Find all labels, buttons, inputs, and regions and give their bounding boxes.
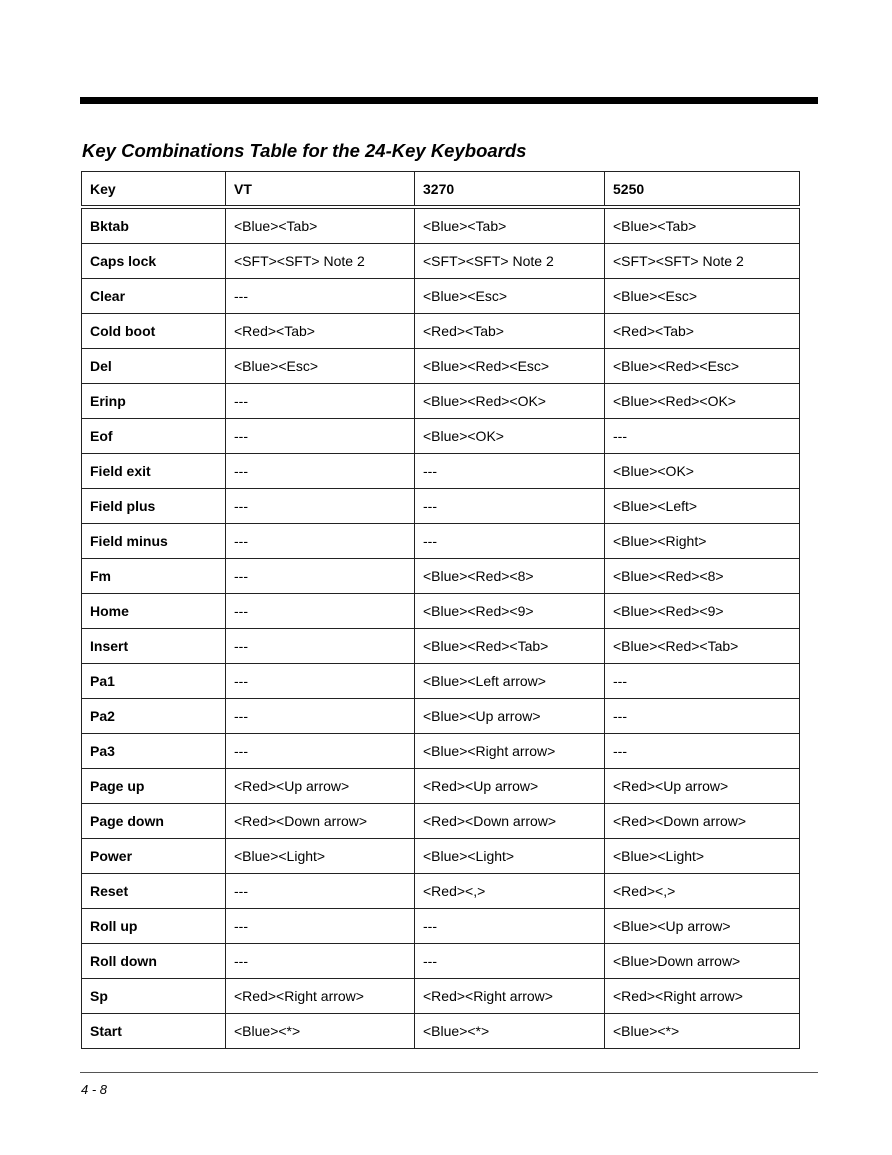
cell-3270: <Blue><Red><9>	[415, 594, 605, 629]
cell-key: Reset	[82, 874, 226, 909]
cell-3270: ---	[415, 944, 605, 979]
cell-5250: <SFT><SFT> Note 2	[605, 244, 800, 279]
cell-vt: ---	[226, 909, 415, 944]
table-row	[82, 909, 800, 944]
table-row	[82, 734, 800, 769]
cell-5250: <Red><Down arrow>	[605, 804, 800, 839]
cell-3270: <Red><Right arrow>	[415, 979, 605, 1014]
cell-vt: ---	[226, 699, 415, 734]
cell-key: Pa2	[82, 699, 226, 734]
cell-5250: ---	[605, 664, 800, 699]
table-row	[82, 244, 800, 279]
cell-vt: ---	[226, 664, 415, 699]
cell-vt: <Red><Tab>	[226, 314, 415, 349]
cell-3270: ---	[415, 909, 605, 944]
cell-vt: ---	[226, 734, 415, 769]
table-row	[82, 419, 800, 454]
cell-5250: <Blue>Down arrow>	[605, 944, 800, 979]
cell-3270: <Red><,>	[415, 874, 605, 909]
cell-key: Sp	[82, 979, 226, 1014]
cell-key: Start	[82, 1014, 226, 1049]
cell-5250: <Blue><Red><OK>	[605, 384, 800, 419]
cell-vt: ---	[226, 874, 415, 909]
table-row	[82, 769, 800, 804]
key-combinations-table	[81, 171, 800, 1049]
cell-3270: <Blue><Red><8>	[415, 559, 605, 594]
cell-3270: <Blue><Esc>	[415, 279, 605, 314]
cell-3270: ---	[415, 489, 605, 524]
cell-3270: ---	[415, 454, 605, 489]
cell-key: Fm	[82, 559, 226, 594]
cell-3270: <Blue><*>	[415, 1014, 605, 1049]
table-row	[82, 454, 800, 489]
cell-vt: <SFT><SFT> Note 2	[226, 244, 415, 279]
cell-3270: <Blue><Left arrow>	[415, 664, 605, 699]
cell-key: Insert	[82, 629, 226, 664]
cell-vt: <Red><Right arrow>	[226, 979, 415, 1014]
page-number: 4 - 8	[81, 1082, 108, 1097]
cell-5250: <Blue><Light>	[605, 839, 800, 874]
cell-vt: <Blue><Esc>	[226, 349, 415, 384]
cell-3270: <Blue><Right arrow>	[415, 734, 605, 769]
cell-5250: ---	[605, 419, 800, 454]
cell-3270: <SFT><SFT> Note 2	[415, 244, 605, 279]
cell-vt: ---	[226, 419, 415, 454]
cell-key: Erinp	[82, 384, 226, 419]
header-3270: 3270	[415, 172, 605, 208]
cell-vt: ---	[226, 454, 415, 489]
cell-vt: ---	[226, 524, 415, 559]
cell-key: Home	[82, 594, 226, 629]
cell-3270: <Red><Tab>	[415, 314, 605, 349]
cell-vt: ---	[226, 489, 415, 524]
header-vt: VT	[226, 172, 415, 208]
cell-5250: <Blue><Red><8>	[605, 559, 800, 594]
cell-5250: <Red><,>	[605, 874, 800, 909]
cell-3270: <Blue><Light>	[415, 839, 605, 874]
cell-vt: <Blue><Light>	[226, 839, 415, 874]
header-key: Key	[82, 172, 226, 208]
page-title: Key Combinations Table for the 24-Key Keyboards	[82, 140, 527, 161]
cell-vt: <Blue><*>	[226, 1014, 415, 1049]
cell-key: Del	[82, 349, 226, 384]
table-row	[82, 349, 800, 384]
cell-5250: <Blue><*>	[605, 1014, 800, 1049]
cell-key: Roll down	[82, 944, 226, 979]
cell-5250: <Blue><Red><9>	[605, 594, 800, 629]
cell-3270: <Blue><OK>	[415, 419, 605, 454]
cell-key: Bktab	[82, 207, 226, 244]
table-row	[82, 524, 800, 559]
cell-3270: ---	[415, 524, 605, 559]
cell-5250: <Red><Up arrow>	[605, 769, 800, 804]
table-row	[82, 384, 800, 419]
cell-3270: <Blue><Red><OK>	[415, 384, 605, 419]
table-header-row	[82, 172, 800, 208]
cell-vt: ---	[226, 594, 415, 629]
cell-5250: ---	[605, 734, 800, 769]
cell-3270: <Red><Down arrow>	[415, 804, 605, 839]
table-row	[82, 1014, 800, 1049]
cell-key: Roll up	[82, 909, 226, 944]
cell-key: Field plus	[82, 489, 226, 524]
cell-3270: <Red><Up arrow>	[415, 769, 605, 804]
cell-key: Field minus	[82, 524, 226, 559]
table-row	[82, 944, 800, 979]
cell-key: Cold boot	[82, 314, 226, 349]
cell-3270: <Blue><Up arrow>	[415, 699, 605, 734]
cell-5250: <Blue><OK>	[605, 454, 800, 489]
table-row	[82, 699, 800, 734]
table-row	[82, 489, 800, 524]
table-row	[82, 664, 800, 699]
top-rule	[80, 97, 818, 104]
table-row	[82, 839, 800, 874]
cell-key: Pa1	[82, 664, 226, 699]
cell-3270: <Blue><Tab>	[415, 207, 605, 244]
header-5250: 5250	[605, 172, 800, 208]
table-row	[82, 207, 800, 244]
cell-vt: ---	[226, 629, 415, 664]
cell-5250: <Blue><Red><Tab>	[605, 629, 800, 664]
cell-key: Caps lock	[82, 244, 226, 279]
cell-key: Eof	[82, 419, 226, 454]
cell-key: Field exit	[82, 454, 226, 489]
cell-5250: <Blue><Esc>	[605, 279, 800, 314]
table-row	[82, 629, 800, 664]
cell-5250: ---	[605, 699, 800, 734]
cell-5250: <Red><Tab>	[605, 314, 800, 349]
table-row	[82, 874, 800, 909]
table-body	[82, 207, 800, 1049]
cell-5250: <Blue><Up arrow>	[605, 909, 800, 944]
cell-3270: <Blue><Red><Esc>	[415, 349, 605, 384]
cell-key: Page up	[82, 769, 226, 804]
cell-5250: <Blue><Right>	[605, 524, 800, 559]
table-row	[82, 979, 800, 1014]
cell-3270: <Blue><Red><Tab>	[415, 629, 605, 664]
table-row	[82, 314, 800, 349]
table-row	[82, 559, 800, 594]
cell-vt: ---	[226, 944, 415, 979]
cell-key: Power	[82, 839, 226, 874]
cell-vt: ---	[226, 279, 415, 314]
cell-5250: <Red><Right arrow>	[605, 979, 800, 1014]
cell-5250: <Blue><Red><Esc>	[605, 349, 800, 384]
cell-vt: ---	[226, 559, 415, 594]
table-row	[82, 594, 800, 629]
cell-5250: <Blue><Left>	[605, 489, 800, 524]
cell-key: Pa3	[82, 734, 226, 769]
cell-vt: <Red><Up arrow>	[226, 769, 415, 804]
cell-vt: <Blue><Tab>	[226, 207, 415, 244]
table-row	[82, 804, 800, 839]
cell-key: Page down	[82, 804, 226, 839]
table-row	[82, 279, 800, 314]
cell-5250: <Blue><Tab>	[605, 207, 800, 244]
bottom-rule	[80, 1072, 818, 1073]
cell-key: Clear	[82, 279, 226, 314]
cell-vt: ---	[226, 384, 415, 419]
cell-vt: <Red><Down arrow>	[226, 804, 415, 839]
